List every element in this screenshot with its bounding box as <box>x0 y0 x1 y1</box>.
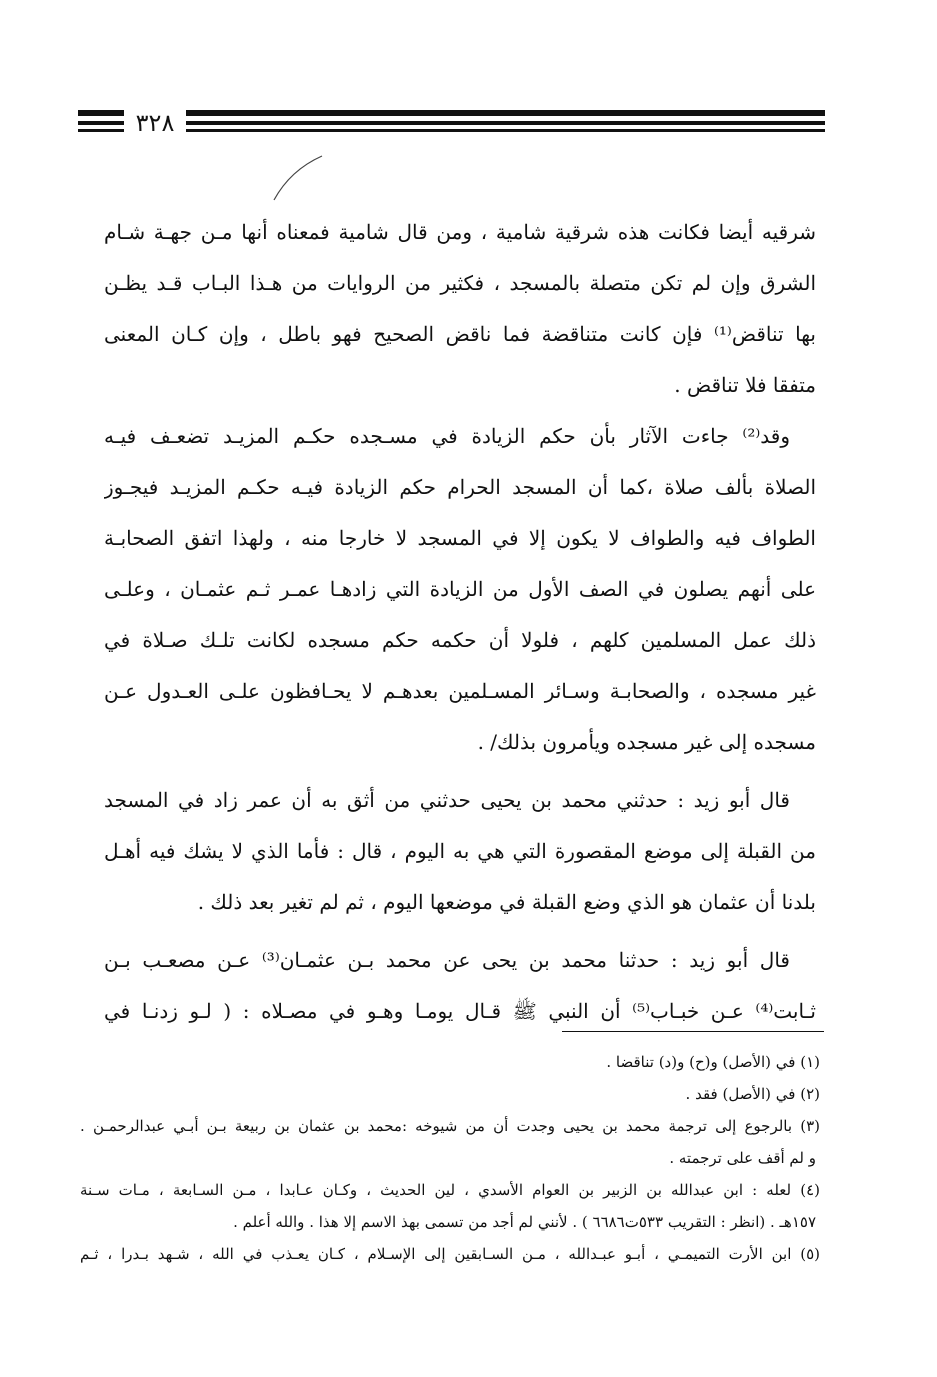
body-line: متفقا فلا تناقض . <box>674 373 816 397</box>
body-line: الصلاة بألف صلاة ،كما أن المسجد الحرام حكم الزيادة فيـه حكـم المزيـد فيجـوز <box>104 475 816 499</box>
body-line: بلدنا أن عثمان هو الذي وضع القبلة في موضعها اليوم ، ثم لم تغير بعد ذلك . <box>197 890 816 914</box>
footnote-line: (٥) ابن الأرت التميمـي ، أبـو عبـدالله ، مـن السـابقين إلى الإسـلام ، كـان يعـذب في الله ، شـهد بـدرا ، ثـم <box>80 1245 820 1263</box>
body-line: وقد⁽²⁾ جاءت الآثار بأن حكم الزيادة في مسـجده حكـم المزيـد تضعـف فيـه <box>104 424 790 448</box>
header-rule-middle <box>78 121 825 125</box>
body-line: شرقيه أيضا فكانت هذه شرقية شامية ، ومن قال شامية فمعناه أنها مـن جهـة شـام <box>104 220 816 244</box>
footnote-line: (٣) بالرجوع إلى ترجمة محمد بن يحيى وجدت أن من شيوخه :محمد بن عثمان بن ربيعة بـن أبـي عبدالرحمـن . <box>80 1117 820 1135</box>
page-number: ٣٢٨ <box>124 108 186 138</box>
header-rule-bottom <box>78 129 825 132</box>
footnote-separator <box>562 1031 824 1032</box>
footnote-line: (٢) في (الأصل) فقد . <box>685 1085 820 1103</box>
footnote-line: (١) في (الأصل) و(ح) و(د) تناقضا . <box>606 1053 820 1071</box>
body-line: ذلك عمل المسلمين كلهم ، فلولا أن حكمه حكم مسجده لكانت تلـك صـلاة في <box>104 628 816 652</box>
body-line: من القبلة إلى موضع المقصورة التي هي به اليوم ، قال : فأما الذي لا يشك فيه أهـل <box>104 839 816 863</box>
body-line: مسجده إلى غير مسجده ويأمرون بذلك/ . <box>477 730 816 754</box>
footnotes <box>80 1046 820 1270</box>
body-line: ثـابت⁽⁴⁾ عـن خبـاب⁽⁵⁾ أن النبي ﷺ قـال يومـا وهـو في مصـلاه : ( لـو زدنـا في <box>104 999 816 1023</box>
footnote-line: ١٥٧هـ . (انظر : التقريب ٥٣٣ت٦٦٨٦ ) . لأنني لم أجد من تسمى بهذ الاسم إلا هذا . والله أعلم . <box>233 1213 816 1231</box>
body-line: بها تناقض⁽¹⁾ فإن كانت متناقضة فما ناقض الصحيح فهو باطل ، وإن كـان المعنى <box>104 322 816 346</box>
body-line: غير مسجده ، والصحابـة وسـائر المسـلمين بعدهـم لا يحـافظون علـى العـدول عـن <box>104 679 816 703</box>
body-line: قال أبو زيد : حدثنا محمد بن يحى عن محمد بـن عثمـان⁽³⁾ عـن مصعـب بـن <box>104 948 790 972</box>
footnote-line: و لم أقف على ترجمته . <box>669 1149 816 1167</box>
body-line: قال أبو زيد : حدثني محمد بن يحيى حدثني من أثق به أن عمر زاد في المسجد <box>104 788 790 812</box>
body-text <box>104 207 816 1037</box>
header-rule-top <box>78 110 825 116</box>
body-line: الطواف فيه والطواف لا يكون إلا في المسجد لا خارجا منه ، ولهذا اتفق الصحابـة <box>104 526 816 550</box>
pencil-mark <box>268 150 328 210</box>
footnote-line: (٤) لعله : ابن عبدالله بن الزبير بن العوام الأسدي ، لين الحديث ، وكـان عـابدا ، مـن السـابعة ، مـات سـنة <box>80 1181 820 1199</box>
body-line: الشرق وإن لم تكن متصلة بالمسجد ، فكثير من الروايات من هـذا البـاب قـد يظـن <box>104 271 816 295</box>
body-line: على أنهم يصلون في الصف الأول من الزيادة التي زادهـا عمـر ثـم عثمـان ، وعلـى <box>104 577 816 601</box>
